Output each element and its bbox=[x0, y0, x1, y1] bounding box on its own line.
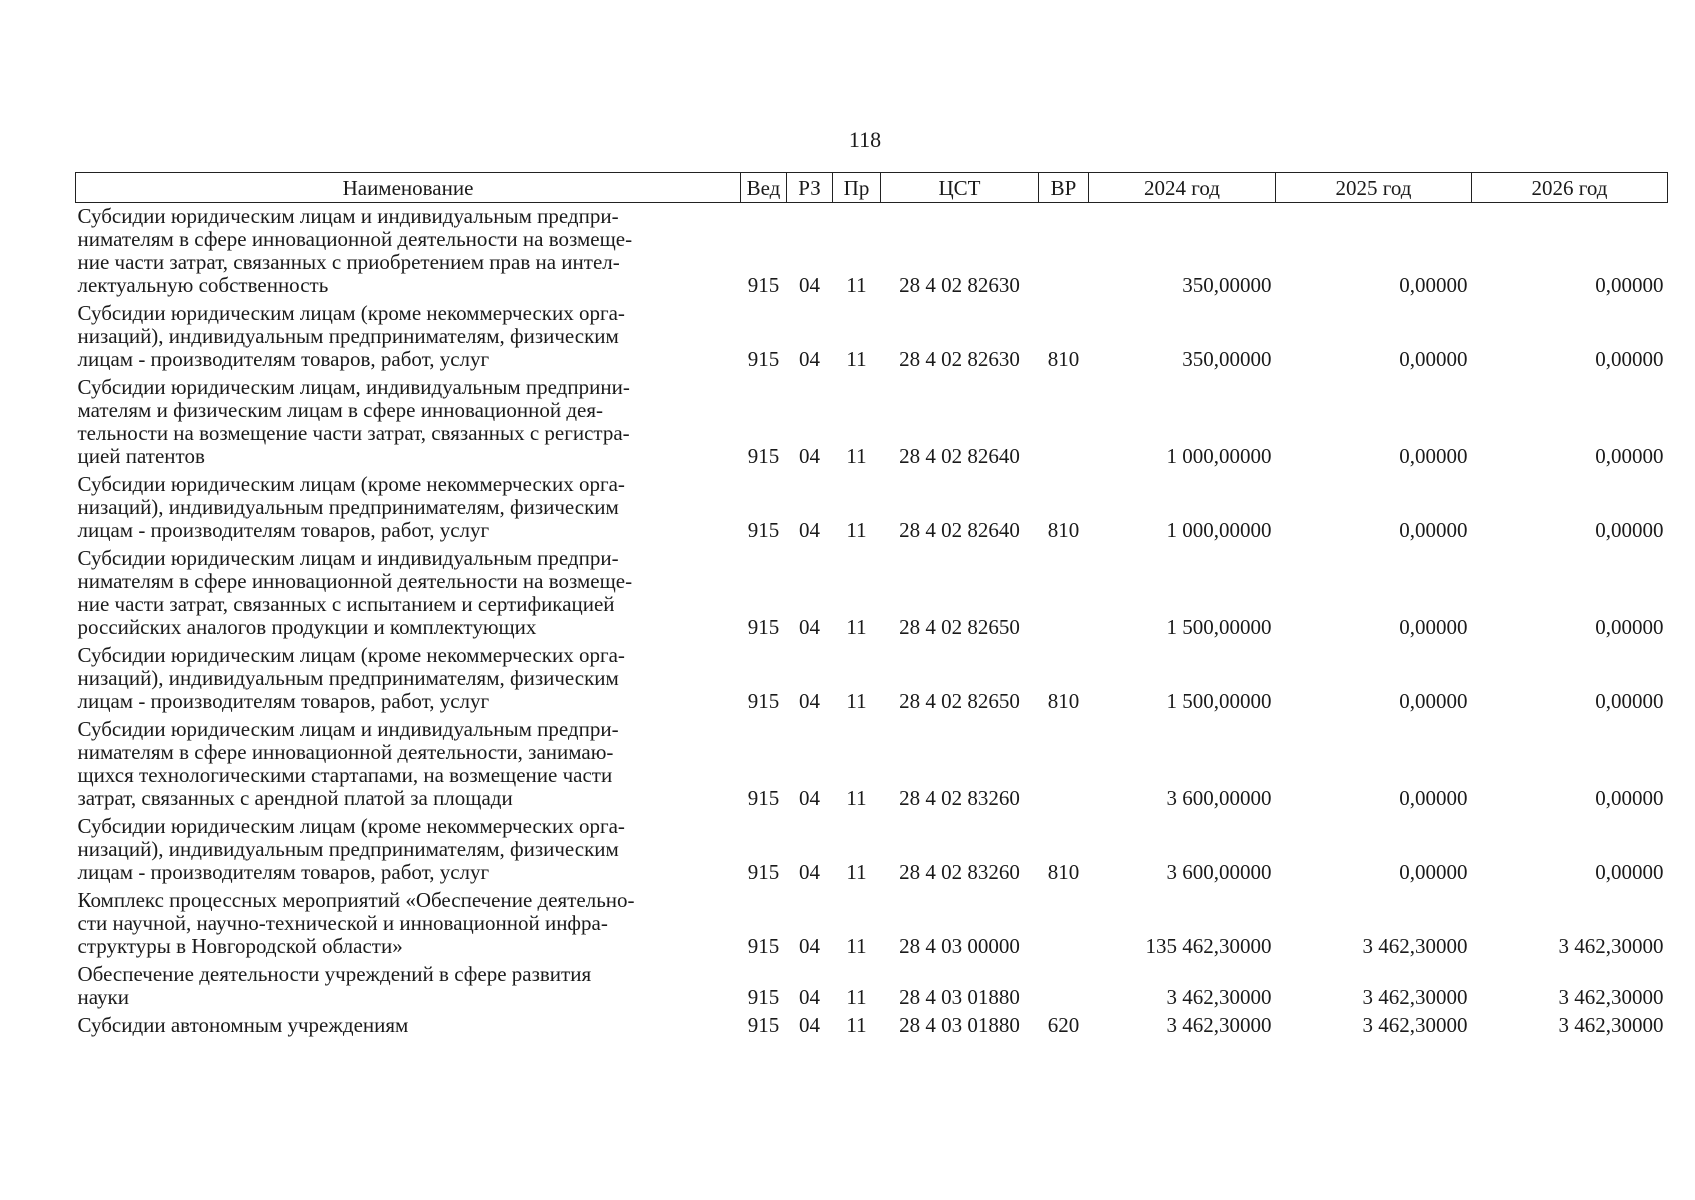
row-vr bbox=[1039, 961, 1089, 1012]
table-row bbox=[76, 203, 1668, 301]
row-vr bbox=[1039, 203, 1089, 301]
row-cst: 28 4 02 82640 bbox=[899, 444, 1020, 468]
row-2024: 1 000,00000 bbox=[1166, 444, 1272, 468]
header-pr: Пр bbox=[833, 173, 881, 203]
row-2026: 0,00000 bbox=[1595, 689, 1664, 713]
row-2026: 0,00000 bbox=[1595, 444, 1664, 468]
row-2026: 3 462,30000 bbox=[1558, 1013, 1664, 1037]
row-cst: 28 4 02 82630 bbox=[899, 347, 1020, 371]
row-ved: 915 bbox=[747, 615, 780, 639]
row-vr: 810 bbox=[1047, 347, 1080, 371]
page-number: 118 bbox=[848, 127, 882, 152]
row-pr: 11 bbox=[846, 786, 867, 810]
row-cst: 28 4 02 82630 bbox=[899, 273, 1020, 297]
row-name: Субсидии юридическим лицам (кроме некоммерческих орга- низаций), индивидуальным предпринимателям, физическим лицам - производителям товаров, работ, услуг bbox=[77, 814, 625, 884]
row-2025: 0,00000 bbox=[1399, 860, 1468, 884]
row-rz: 04 bbox=[799, 518, 820, 542]
row-vr bbox=[1039, 716, 1089, 813]
row-pr: 11 bbox=[846, 273, 867, 297]
row-name: Субсидии юридическим лицам и индивидуальным предпри- нимателям в сфере инновационной деятельности, занимаю- щихся технологическими стартапами, на возмещение части затрат, связанных с арендной платой за площади bbox=[77, 717, 619, 810]
row-rz: 04 bbox=[799, 786, 820, 810]
row-name: Субсидии юридическим лицам, индивидуальным предприни- мателям и физическим лицам в сфере инновационной дея- тельности на возмещение части затрат, связанных с регистра- цией патентов bbox=[77, 375, 630, 468]
row-2025: 3 462,30000 bbox=[1362, 934, 1468, 958]
row-ved: 915 bbox=[747, 786, 780, 810]
row-2026: 0,00000 bbox=[1595, 786, 1664, 810]
row-rz: 04 bbox=[799, 347, 820, 371]
row-cst: 28 4 02 82640 bbox=[899, 518, 1020, 542]
row-name: Субсидии автономным учреждениям bbox=[77, 1013, 409, 1037]
row-pr: 11 bbox=[846, 860, 867, 884]
row-ved: 915 bbox=[747, 934, 780, 958]
row-ved: 915 bbox=[747, 1013, 780, 1037]
row-rz: 04 bbox=[799, 985, 820, 1009]
header-ved: Вед bbox=[741, 173, 787, 203]
row-2024: 1 000,00000 bbox=[1166, 518, 1272, 542]
header-rz: РЗ bbox=[787, 173, 833, 203]
table-row bbox=[76, 545, 1668, 642]
row-pr: 11 bbox=[846, 1013, 867, 1037]
row-2026: 0,00000 bbox=[1595, 518, 1664, 542]
row-rz: 04 bbox=[799, 1013, 820, 1037]
row-ved: 915 bbox=[747, 518, 780, 542]
row-cst: 28 4 03 00000 bbox=[899, 934, 1020, 958]
row-2025: 0,00000 bbox=[1399, 615, 1468, 639]
row-vr: 810 bbox=[1047, 689, 1080, 713]
row-name: Обеспечение деятельности учреждений в сфере развития науки bbox=[77, 962, 592, 1009]
header-vr: ВР bbox=[1039, 173, 1089, 203]
row-2024: 1 500,00000 bbox=[1166, 615, 1272, 639]
table-row bbox=[76, 1012, 1668, 1040]
row-pr: 11 bbox=[846, 347, 867, 371]
row-name: Субсидии юридическим лицам (кроме некоммерческих орга- низаций), индивидуальным предпринимателям, физическим лицам - производителям товаров, работ, услуг bbox=[77, 301, 625, 371]
table-row bbox=[76, 471, 1668, 545]
table-row bbox=[76, 716, 1668, 813]
table-body bbox=[76, 203, 1668, 1041]
row-2024: 350,00000 bbox=[1182, 273, 1272, 297]
row-2025: 3 462,30000 bbox=[1362, 985, 1468, 1009]
row-2025: 0,00000 bbox=[1399, 786, 1468, 810]
row-2024: 350,00000 bbox=[1182, 347, 1272, 371]
header-name: Наименование bbox=[76, 173, 741, 203]
row-pr: 11 bbox=[846, 689, 867, 713]
row-rz: 04 bbox=[799, 934, 820, 958]
table-row bbox=[76, 813, 1668, 887]
row-2025: 0,00000 bbox=[1399, 689, 1468, 713]
row-pr: 11 bbox=[846, 444, 867, 468]
header-row bbox=[76, 173, 1668, 203]
header-2026: 2026 год bbox=[1472, 173, 1668, 203]
row-2025: 0,00000 bbox=[1399, 273, 1468, 297]
table-row bbox=[76, 887, 1668, 961]
row-pr: 11 bbox=[846, 934, 867, 958]
header-2025: 2025 год bbox=[1276, 173, 1472, 203]
row-2025: 0,00000 bbox=[1399, 518, 1468, 542]
row-cst: 28 4 03 01880 bbox=[899, 985, 1020, 1009]
row-rz: 04 bbox=[799, 273, 820, 297]
row-name: Субсидии юридическим лицам (кроме некоммерческих орга- низаций), индивидуальным предпринимателям, физическим лицам - производителям товаров, работ, услуг bbox=[77, 643, 625, 713]
row-ved: 915 bbox=[747, 985, 780, 1009]
row-2026: 0,00000 bbox=[1595, 615, 1664, 639]
row-vr: 810 bbox=[1047, 518, 1080, 542]
header-2024: 2024 год bbox=[1089, 173, 1276, 203]
row-2026: 3 462,30000 bbox=[1558, 985, 1664, 1009]
row-ved: 915 bbox=[747, 860, 780, 884]
row-name: Субсидии юридическим лицам и индивидуальным предпри- нимателям в сфере инновационной деятельности на возмеще- ние части затрат, связанных с приобретением прав на интел- лектуальную собственность bbox=[77, 204, 633, 297]
row-pr: 11 bbox=[846, 518, 867, 542]
header-cst: ЦСТ bbox=[881, 173, 1039, 203]
row-2024: 3 462,30000 bbox=[1166, 985, 1272, 1009]
row-rz: 04 bbox=[799, 615, 820, 639]
row-2026: 3 462,30000 bbox=[1558, 934, 1664, 958]
table-header bbox=[76, 173, 1668, 203]
row-2024: 3 462,30000 bbox=[1166, 1013, 1272, 1037]
row-vr: 620 bbox=[1047, 1013, 1080, 1037]
row-name: Субсидии юридическим лицам (кроме некоммерческих орга- низаций), индивидуальным предпринимателям, физическим лицам - производителям товаров, работ, услуг bbox=[77, 472, 625, 542]
row-rz: 04 bbox=[799, 860, 820, 884]
row-cst: 28 4 02 82650 bbox=[899, 689, 1020, 713]
row-2024: 3 600,00000 bbox=[1166, 860, 1272, 884]
row-2026: 0,00000 bbox=[1595, 273, 1664, 297]
row-vr: 810 bbox=[1047, 860, 1080, 884]
row-cst: 28 4 02 83260 bbox=[899, 860, 1020, 884]
row-cst: 28 4 03 01880 bbox=[899, 1013, 1020, 1037]
table-row bbox=[76, 961, 1668, 1012]
row-name: Комплекс процессных мероприятий «Обеспечение деятельно- сти научной, научно-технической и инновационной инфра- структуры в Новгородской области» bbox=[77, 888, 635, 958]
row-2026: 0,00000 bbox=[1595, 347, 1664, 371]
row-name: Субсидии юридическим лицам и индивидуальным предпри- нимателям в сфере инновационной деятельности на возмеще- ние части затрат, связанных с испытанием и сертификацией российских аналогов продукции и комплектующих bbox=[77, 546, 633, 639]
row-2026: 0,00000 bbox=[1595, 860, 1664, 884]
row-ved: 915 bbox=[747, 444, 780, 468]
row-2025: 0,00000 bbox=[1399, 444, 1468, 468]
row-2024: 1 500,00000 bbox=[1166, 689, 1272, 713]
table-row bbox=[76, 300, 1668, 374]
row-2025: 3 462,30000 bbox=[1362, 1013, 1468, 1037]
row-ved: 915 bbox=[747, 273, 780, 297]
row-vr bbox=[1039, 887, 1089, 961]
row-pr: 11 bbox=[846, 985, 867, 1009]
row-cst: 28 4 02 83260 bbox=[899, 786, 1020, 810]
row-rz: 04 bbox=[799, 444, 820, 468]
row-ved: 915 bbox=[747, 689, 780, 713]
table-row bbox=[76, 374, 1668, 471]
row-rz: 04 bbox=[799, 689, 820, 713]
row-vr bbox=[1039, 374, 1089, 471]
row-2025: 0,00000 bbox=[1399, 347, 1468, 371]
row-2024: 135 462,30000 bbox=[1145, 934, 1272, 958]
row-cst: 28 4 02 82650 bbox=[899, 615, 1020, 639]
row-ved: 915 bbox=[747, 347, 780, 371]
table-row bbox=[76, 642, 1668, 716]
row-2024: 3 600,00000 bbox=[1166, 786, 1272, 810]
row-pr: 11 bbox=[846, 615, 867, 639]
budget-table bbox=[75, 172, 1668, 1040]
row-vr bbox=[1039, 545, 1089, 642]
